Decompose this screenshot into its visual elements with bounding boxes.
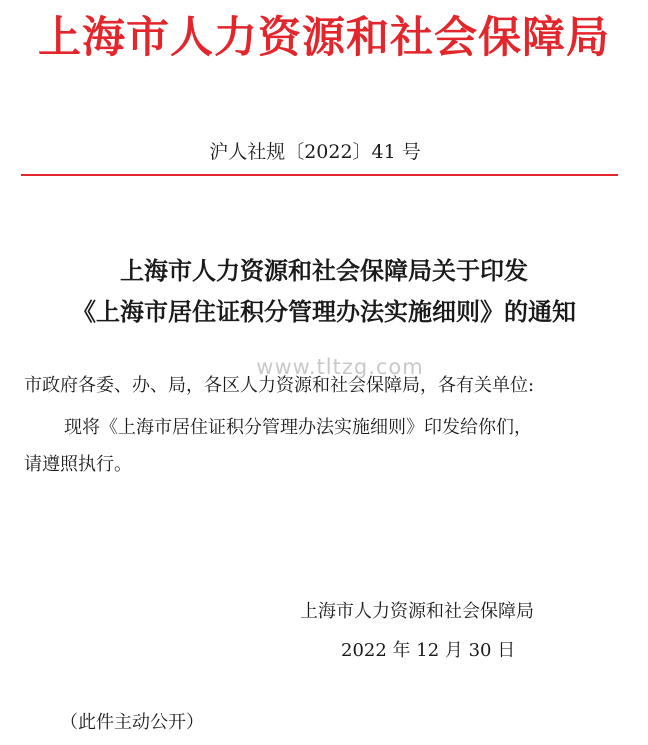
document-number: 沪人社规〔2022〕41 号 — [209, 141, 421, 163]
watermark: www.tltzg.com — [256, 355, 424, 379]
body-paragraph-line-2: 请遵照执行。 — [24, 454, 132, 475]
red-divider-line — [21, 174, 618, 176]
body-paragraph-line-1: 现将《上海市居住证积分管理办法实施细则》印发给你们， — [64, 417, 532, 438]
signature-date: 2022 年 12 月 30 日 — [341, 640, 516, 661]
issuing-authority-header: 上海市人力资源和社会保障局 — [38, 13, 610, 63]
notice-title-line-1: 上海市人力资源和社会保障局关于印发 — [120, 256, 528, 285]
signature-organization: 上海市人力资源和社会保障局 — [300, 601, 534, 622]
addressee: 市政府各委、办、局，各区人力资源和社会保障局，各有关单位: — [24, 375, 535, 396]
disclosure-note: （此件主动公开） — [60, 712, 204, 733]
notice-title-line-2: 《上海市居住证积分管理办法实施细则》的通知 — [72, 297, 576, 326]
